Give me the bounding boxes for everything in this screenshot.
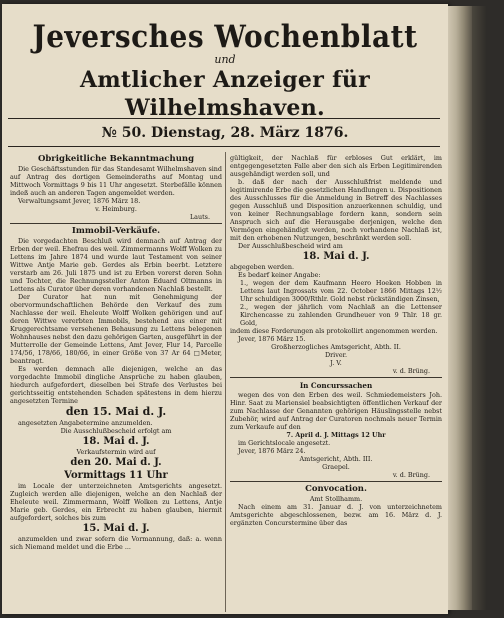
newspaper-page: [2, 4, 448, 614]
sales-text-4: angesetzten Angabetermine anzumelden.: [18, 419, 153, 427]
right-text-4: abgegeben werden.: [230, 263, 294, 271]
section-heading-concurs: In Concurssachen: [299, 381, 373, 390]
sales-text-5: Die Ausschlußbescheid erfolgt am: [60, 427, 172, 435]
right-text-3: Der Ausschlußbescheid wird am: [238, 242, 343, 250]
right-text-5: Es bedarf keiner Angabe:: [238, 271, 321, 279]
right-text-6: indem diese Forderungen als protokollirt angenommen werden.: [230, 327, 438, 335]
divider: [230, 481, 442, 482]
right-column: [230, 154, 442, 527]
right-sig-abbrev: J. V.: [330, 359, 342, 367]
sales-text-2: Der Curator hat nun mit Genehmigung der obervormundschaftlichen Behörde den Verkauf des zum Nachlasse der weil. Eheleute Wolff Wolken gehörigen und auf deren Wittwe vererbten Immobils, bestehend aus einer mit Kruggerechtsame versehenen Behausung zu Lettens belegenen Wohnhauses nebst den dazu gehörigen Garten, ausgeführt in der Mutterrolle der Gemeinde Lettens, Amt Jever, Flur 14, Parcelle 174/56, 178/66, 180/66, in einer Größe von 37 Ar 64 □Meter, beantragt.: [10, 293, 222, 365]
date-line-4: Vormittags 11 Uhr: [64, 470, 168, 481]
notice-text: Die Geschäftsstunden für das Standesamt Wilhelmshaven sind auf Antrag des dortigen Gemeinderaths auf Montag und Mittwoch Vormittags 9 bis 11 Uhr angesetzt. Sterbefälle können indeß auch an anderen Tagen angemeldet werden.: [10, 165, 222, 197]
divider: [230, 377, 442, 378]
sales-text-7: im Locale der unterzeichneten Amtsgerichts angesetzt. Zugleich werden alle diejenigen, welche an den Nachlaß der Eheleute weil. Zimmermann, Wolff Wolken zu Lettens, Antje Marie geb. Gerdes, ein Erbrecht zu haben glauben, hiermit aufgefordert, solches bis zum: [10, 482, 222, 522]
left-column: [10, 154, 222, 551]
concurs-text-2: im Gerichtslocale angesetzt.: [238, 439, 331, 447]
sales-text-8: anzumelden und zwar sofern die Vormannung, daß: a. wenn sich Niemand meldet und die Erbe ...: [10, 535, 222, 551]
header-rule-bottom: [8, 146, 440, 147]
masthead: [2, 20, 448, 122]
sales-text-6: Verkaufstermin wird auf: [76, 448, 156, 456]
convocation-place: Amt Stollhamm.: [309, 495, 363, 503]
right-text-2: b. daß der nach der Ausschlußfrist meldende und legitimirende Erbe die gesetzlichen Handlungen u. Dispositionen des Ausschlusses für die Anmeldung in Betreff des Nachlasses gegen Ausschluß und Disposition anzuerkennen schuldig, und von keiner Rechnungsablage fordern kann, sondern sein Anspruch sich auf die Herausgabe derjenigen, welche den Vermögen eingehändigt werden, noch vorhandene Nachlaß ist, mit den erhobenen Nutzungen, beschränkt werden soll.: [230, 178, 442, 242]
sales-text-3: Es werden demnach alle diejenigen, welche an das vorgedachte Immobil dingliche Ansprüche zu haben glauben, hiedurch aufgefordert, dieselben bei Strafe des Verlustes bei gerichtsseitig entstehenden Schaden spätestens in dem hierzu angesetzten Termine: [10, 365, 222, 405]
sales-text-1: Die vorgedachten Beschluß wird demnach auf Antrag der Erben der weil. Ehefrau des weil. Zimmermanns Wolff Wolken zu Lettens im Jahre 1874 und wurde laut Testament von seiner Wittwe Antje Marie geb. Gerdes als Erbin beerbt. Letztere verstarb am 26. Juli 1875 und ist zu Erben vorerst deren Sohn und Tochter, die Rechnungssteller Anton Eduard Oltmanns in Lettens als Curator über deren vorhandenen Nachlaß bestellt.: [10, 237, 222, 293]
date-line-2: 18. Mai d. J.: [82, 436, 150, 447]
concurs-court: Amtsgericht, Abth. III.: [299, 455, 373, 463]
concurs-date: 7. April d. J. Mittags 12 Uhr: [286, 431, 386, 439]
right-item-2: 2., wegen der jährlich vom Nachlaß an die Lettenser Kirchencasse zu zahlenden Grundheuer von 9 Thlr. 18 gr. Gold,: [240, 303, 442, 327]
date-line-1: den 15. Mai d. J.: [65, 405, 167, 418]
section-heading-sales: Immobil-Verkäufe.: [71, 226, 161, 236]
masthead-und: und: [214, 53, 236, 66]
concurs-place-date: Jever, 1876 März 24.: [238, 447, 306, 455]
header-rule-top: [8, 118, 440, 119]
convocation-text: Nach einem am 31. Januar d. J. von unterzeichnetem Amtsgerichte abgeschlossenen, bezw. am 16. März d. J. ergänzten Concurstermine über das: [230, 503, 442, 527]
binding-shadow: [472, 6, 486, 610]
page-edge: [448, 6, 472, 610]
divider: [10, 223, 222, 224]
right-signature: Driver.: [325, 351, 347, 359]
right-text-1: gültigkeit, der Nachlaß für erbloses Gut erklärt, im entgegengesetzten Falle aber den sich als Erben Legitimirenden ausgehändigt werden soll, und: [230, 154, 442, 178]
column-divider: [225, 152, 226, 612]
date-line-3: den 20. Mai d. J.: [70, 457, 162, 468]
right-item-1: 1., wegen der dem Kaufmann Heero Hoeken Hobben in Lettens laut Ingrossats vom 22. October 1866 Mittags 12½ Uhr schuldigen 3000/Rthlr. Gold nebst rückständigen Zinsen,: [240, 279, 442, 303]
date-line-6: 18. Mai d. J.: [302, 251, 370, 262]
section-heading-convocation: Convocation.: [305, 484, 367, 494]
dateline: № 50. Dienstag, 28. März 1876.: [101, 125, 349, 141]
right-clerk: v. d. Brüng.: [392, 367, 430, 375]
masthead-subtitle: Amtlicher Anzeiger für Wilhelmshaven.: [79, 67, 371, 121]
concurs-text: wegen des von den Erben des weil. Schmiedemeisters Joh. Hinr. Saat zu Mariensiel beabsichtigten öffentlichen Verkauf der zum Nachlasse der Genannten gehörigen Häuslingsstelle nebst Zubehör, wird auf Antrag der Curatoren nochmals neuer Termin zum Verkaufe auf den: [230, 391, 442, 431]
notice-place-date: Verwaltungsamt Jever, 1876 März 18.: [18, 197, 141, 205]
date-line-5: 15. Mai d. J.: [82, 523, 150, 534]
section-heading-notice: Obrigkeitliche Bekanntmachung: [37, 154, 195, 164]
notice-clerk: Lauts.: [189, 213, 210, 221]
right-place-date: Jever, 1876 März 15.: [238, 335, 306, 343]
masthead-title: Jeversches Wochenblatt: [32, 18, 418, 55]
concurs-clerk: v. d. Brüng.: [392, 471, 430, 479]
notice-signature: v. Heimburg.: [95, 205, 137, 213]
right-court: Großherzogliches Amtsgericht, Abth. II.: [271, 343, 401, 351]
concurs-signature: Graepel.: [322, 463, 350, 471]
